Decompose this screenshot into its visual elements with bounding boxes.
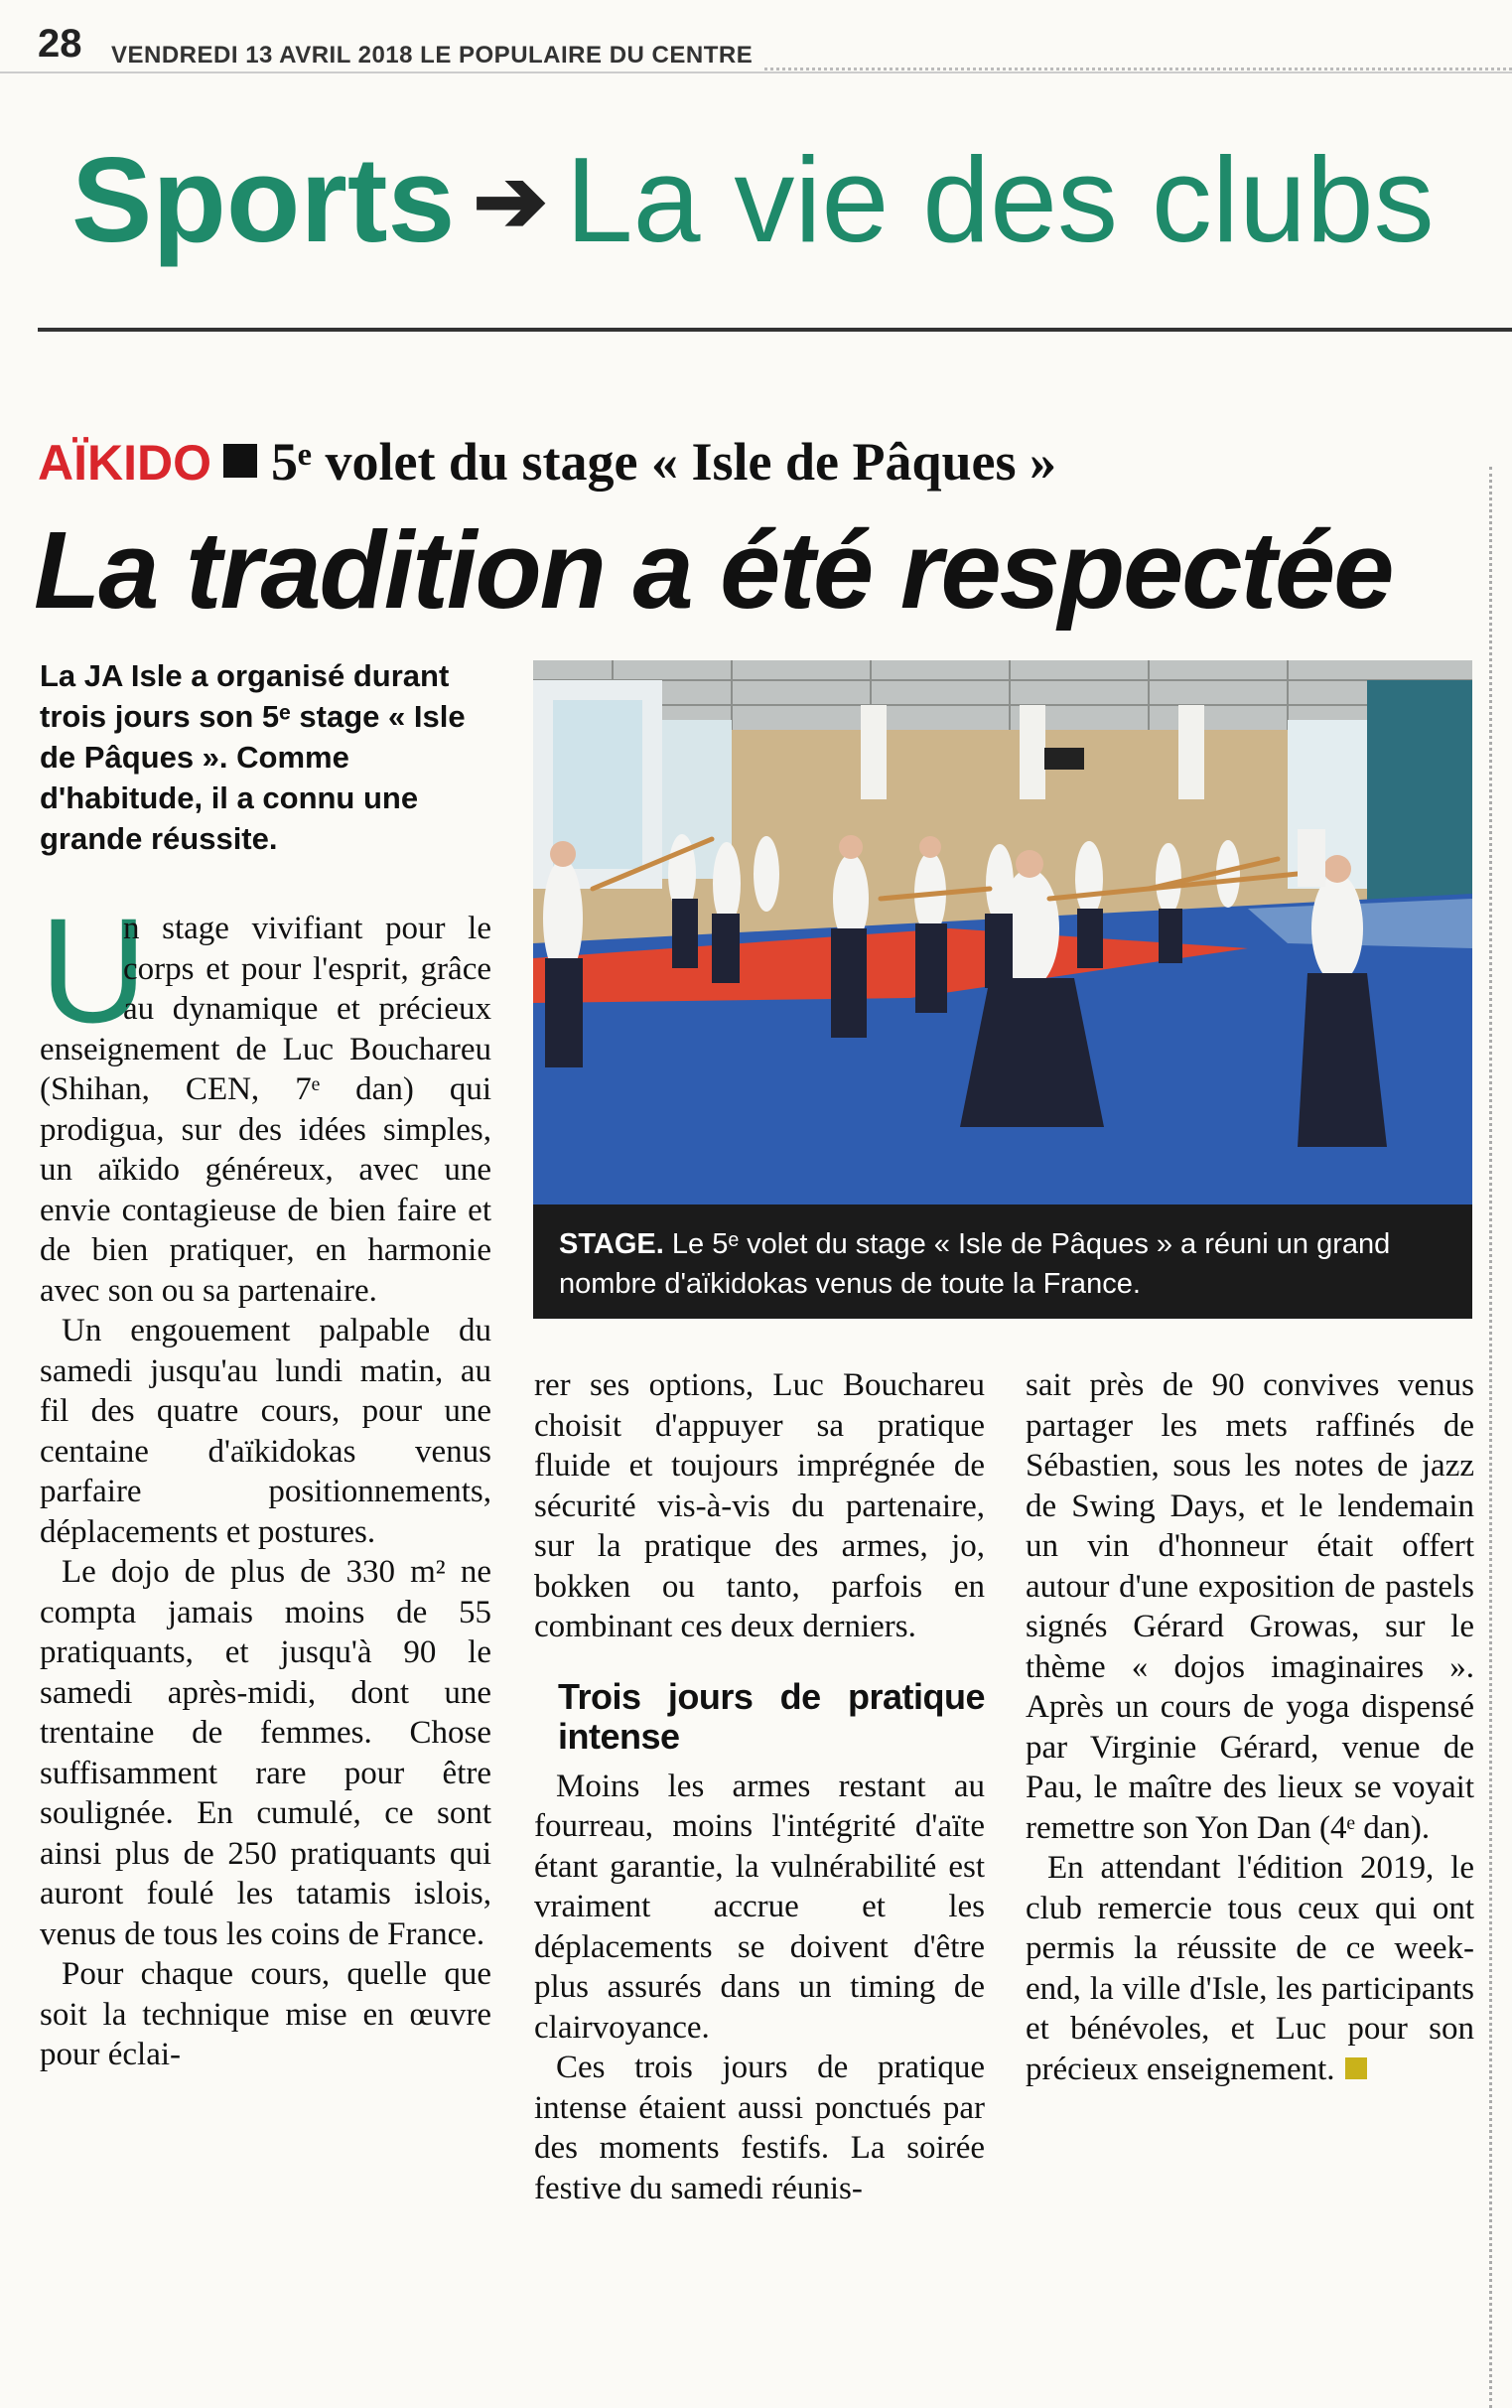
paragraph: Ces trois jours de pratique intense étaient aussi ponctués par des moments festifs. La soirée festive du samedi réunis- — [534, 2050, 985, 2206]
kicker-tag: AÏKIDO — [38, 435, 211, 491]
kicker-square-icon — [223, 444, 257, 478]
paragraph: rer ses options, Luc Bouchareu choisit d'appuyer sa pratique fluide et toujours imprégnée de sécurité vis-à-vis du partenaire, sur la pratique des armes, jo, bokken ou tanto, parfois en combinant ces deux derniers. — [534, 1367, 985, 1644]
paragraph: sait près de 90 convives venus partager les mets raffinés de Sébastien, sous les notes de jazz de Swing Days, et le lendemain un vin d'honneur était offert autour d'une exposition de pastels signés Gérard Growas, sur le thème « dojos imaginaires ». Après un cours de yoga dispensé par Virginie Gérard, venue de Pau, le maître des lieux se voyait remettre son Yon Dan (4ᵉ dan). — [1026, 1367, 1474, 1846]
section-title — [71, 132, 1435, 267]
section-primary: Sports — [71, 132, 456, 267]
article-kicker — [38, 432, 1056, 492]
masthead-dotted-rule — [764, 62, 1512, 71]
article-chapeau: La JA Isle a organisé durant trois jours son 5ᵉ stage « Isle de Pâques ». Comme d'habitude, il a connu une grande réussite. — [40, 658, 466, 856]
caption-text: Le 5ᵉ volet du stage « Isle de Pâques » a réuni un grand nombre d'aïkidokas venus de toute la France. — [559, 1228, 1391, 1300]
page-number: 28 — [38, 22, 82, 66]
paragraph: n stage vivifiant pour le corps et pour l'esprit, grâce au dynamique et précieux enseignement de Luc Bouchareu (Shihan, CEN, 7ᵉ dan) qui prodigua, sur des idées simples, un aïkido généreux, avec une envie contagieuse de bien faire et de bien pratiquer, en harmonie avec son ou sa partenaire. — [40, 911, 491, 1309]
dojo-photo-illustration — [533, 660, 1472, 1204]
drop-cap: U — [40, 887, 148, 1054]
article-photo — [533, 660, 1472, 1204]
paragraph: Le dojo de plus de 330 m² ne compta jamais moins de 55 pratiquants, et jusqu'à 90 le samedi après-midi, dont une trentaine de femmes. Chose suffisamment rare pour être soulignée. En cumulé, ce sont ainsi plus de 250 pratiquants qui auront foulé les tatamis islois, venus de tous les coins de France. — [40, 1554, 491, 1952]
paragraph: En attendant l'édition 2019, le club remercie tous ceux qui ont permis la réussite de ce week-end, la ville d'Isle, les participants et bénévoles, et Luc pour son précieux enseignement. — [1026, 1850, 1474, 2087]
date-line: VENDREDI 13 AVRIL 2018 LE POPULAIRE DU CENTRE — [111, 42, 754, 69]
paragraph: Un engouement palpable du samedi jusqu'au lundi matin, au fil des quatre cours, pour une centaine d'aïkidokas venus parfaire positionnements, déplacements et postures. — [40, 1313, 491, 1550]
section-secondary: La vie des clubs — [565, 132, 1435, 267]
masthead-rule — [0, 71, 1512, 73]
photo-caption — [533, 1204, 1472, 1319]
article-column-1 — [40, 887, 491, 2075]
subheading: Trois jours de pratique intense — [558, 1675, 985, 1757]
article-column-2 — [534, 1365, 985, 2208]
article-column-3 — [1026, 1365, 1474, 2089]
arrow-icon: ➔ — [473, 152, 548, 251]
end-mark-icon — [1345, 2057, 1367, 2079]
kicker-text: 5ᵉ volet du stage « Isle de Pâques » — [271, 432, 1056, 492]
column-divider — [1489, 467, 1492, 2408]
caption-label: STAGE. — [559, 1228, 664, 1260]
article-headline: La tradition a été respectée — [34, 509, 1393, 632]
paragraph: Pour chaque cours, quelle que soit la technique mise en œuvre pour éclai- — [40, 1956, 491, 2072]
masthead — [0, 0, 1512, 70]
section-rule — [38, 328, 1512, 332]
paragraph: Moins les armes restant au fourreau, moins l'intégrité d'aïte étant garantie, la vulnérabilité est vraiment accrue et les déplacements se doivent d'être plus assurés dans un timing de clairvoyance. — [534, 1768, 985, 2046]
